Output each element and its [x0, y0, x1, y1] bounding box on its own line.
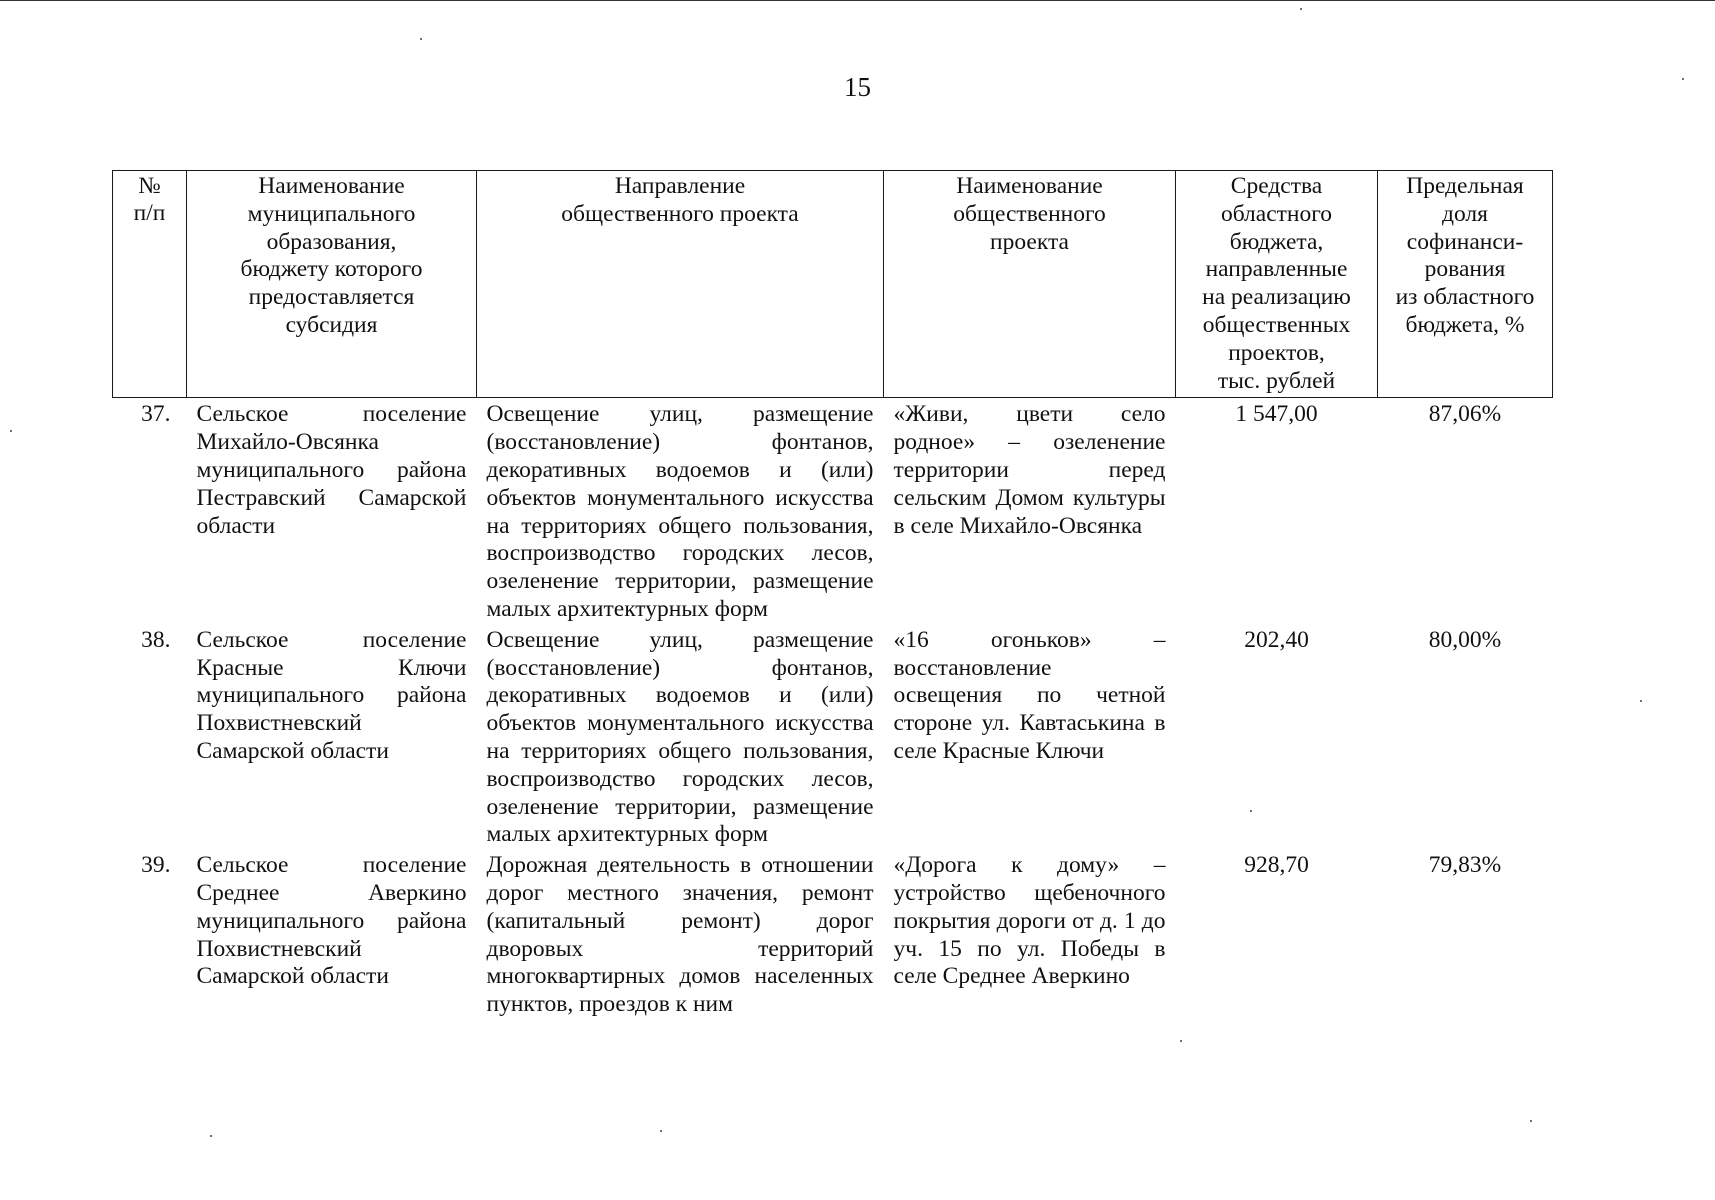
row-number: 39. [141, 852, 171, 879]
direction-cell: Освещение улиц, размещение (восстановление) фонтанов, декоративных водоемов и (или) объектов монументального искусства на территориях общего пользования, воспроизводство городских лесов, озеленение территории, размещение малых архитектурных форм [486, 401, 874, 622]
scan-speck [1640, 700, 1642, 702]
scan-speck [420, 38, 422, 40]
row-number: 37. [141, 401, 171, 428]
header-line: субсидия [285, 311, 378, 338]
share-cell: 87,06% [1428, 401, 1502, 428]
header-line: доля [1442, 200, 1488, 227]
municipality-cell: Сельское поселение Красные Ключи муниципального района Похвистневский Самарской области [196, 626, 467, 764]
subsidy-table [112, 170, 1553, 1022]
table-row [113, 398, 1553, 624]
header-line: направленные [1205, 256, 1348, 283]
header-row [113, 171, 1553, 398]
top-edge-line [0, 0, 1715, 1]
table-body [113, 398, 1553, 1022]
scan-speck [210, 1135, 212, 1137]
table-row [113, 849, 1553, 1022]
header-line: Направление [614, 173, 746, 199]
direction-cell: Освещение улиц, размещение (восстановление) фонтанов, декоративных водоемов и (или) объектов монументального искусства на территориях общего пользования, воспроизводство городских лесов, озеленение территории, размещение малых архитектурных форм [486, 626, 874, 848]
direction-cell: Дорожная деятельность в отношении дорог местного значения, ремонт (капитальный ремонт) дорог дворовых территорий многоквартирных домов населенных пунктов, проездов к ним [486, 852, 874, 1018]
header-share [1378, 171, 1553, 398]
share-cell: 79,83% [1428, 852, 1502, 879]
header-municipality [187, 171, 477, 398]
scan-speck [10, 430, 12, 432]
header-funds [1176, 171, 1378, 398]
header-line: софинанси- [1406, 228, 1524, 255]
header-line: на реализацию [1202, 284, 1351, 311]
funds-cell: 1 547,00 [1235, 401, 1318, 428]
header-line: бюджету которого [240, 256, 423, 283]
share-cell: 80,00% [1428, 626, 1502, 653]
header-line: Предельная [1406, 173, 1524, 199]
funds-cell: 202,40 [1244, 626, 1309, 653]
header-line: тыс. рублей [1217, 367, 1336, 394]
header-line: из областного [1395, 284, 1535, 311]
funds-cell: 928,70 [1244, 852, 1309, 879]
municipality-cell: Сельское поселение Михайло-Овсянка муниципального района Пестравский Самарской области [196, 401, 467, 539]
project-cell: «16 огоньков» – восстановление освещения по четной стороне ул. Кавтаськина в селе Красные Ключи [893, 626, 1166, 764]
header-line: общественных [1202, 311, 1351, 338]
header-line: Средства [1230, 173, 1323, 199]
scan-speck [1682, 78, 1684, 80]
header-line: проектов, [1228, 339, 1325, 366]
scan-speck [1180, 1040, 1182, 1042]
header-line: № [138, 173, 161, 199]
scan-speck [1530, 1120, 1532, 1122]
header-direction [477, 171, 884, 398]
scan-speck [1300, 8, 1302, 10]
header-line: рования [1424, 256, 1506, 283]
header-line: Наименование [956, 173, 1103, 199]
header-line: образования, [266, 228, 397, 255]
header-line: общественного проекта [561, 200, 799, 227]
project-cell: «Живи, цвети село родное» – озеленение территории перед сельским Домом культуры в селе Михайло-Овсянка [893, 401, 1166, 539]
header-line: п/п [133, 200, 166, 226]
header-line: муниципального [247, 200, 416, 227]
header-line: предоставляется [248, 284, 415, 311]
page-number: 15 [844, 72, 871, 102]
scan-speck [1250, 810, 1252, 812]
header-number [113, 171, 187, 398]
table-row [113, 624, 1553, 849]
header-line: бюджета, [1229, 228, 1324, 255]
header-line: бюджета, % [1405, 311, 1525, 338]
header-line: областного [1220, 200, 1333, 227]
row-number: 38. [141, 626, 171, 653]
scan-speck [660, 1130, 662, 1132]
header-line: Наименование [258, 173, 405, 199]
table-header [113, 171, 1553, 398]
municipality-cell: Сельское поселение Среднее Аверкино муниципального района Похвистневский Самарской области [196, 852, 467, 990]
project-cell: «Дорога к дому» – устройство щебеночного покрытия дороги от д. 1 до уч. 15 по ул. Победы в селе Среднее Аверкино [893, 852, 1166, 990]
header-project [884, 171, 1176, 398]
header-line: общественного [953, 200, 1106, 227]
header-line: проекта [990, 228, 1069, 255]
